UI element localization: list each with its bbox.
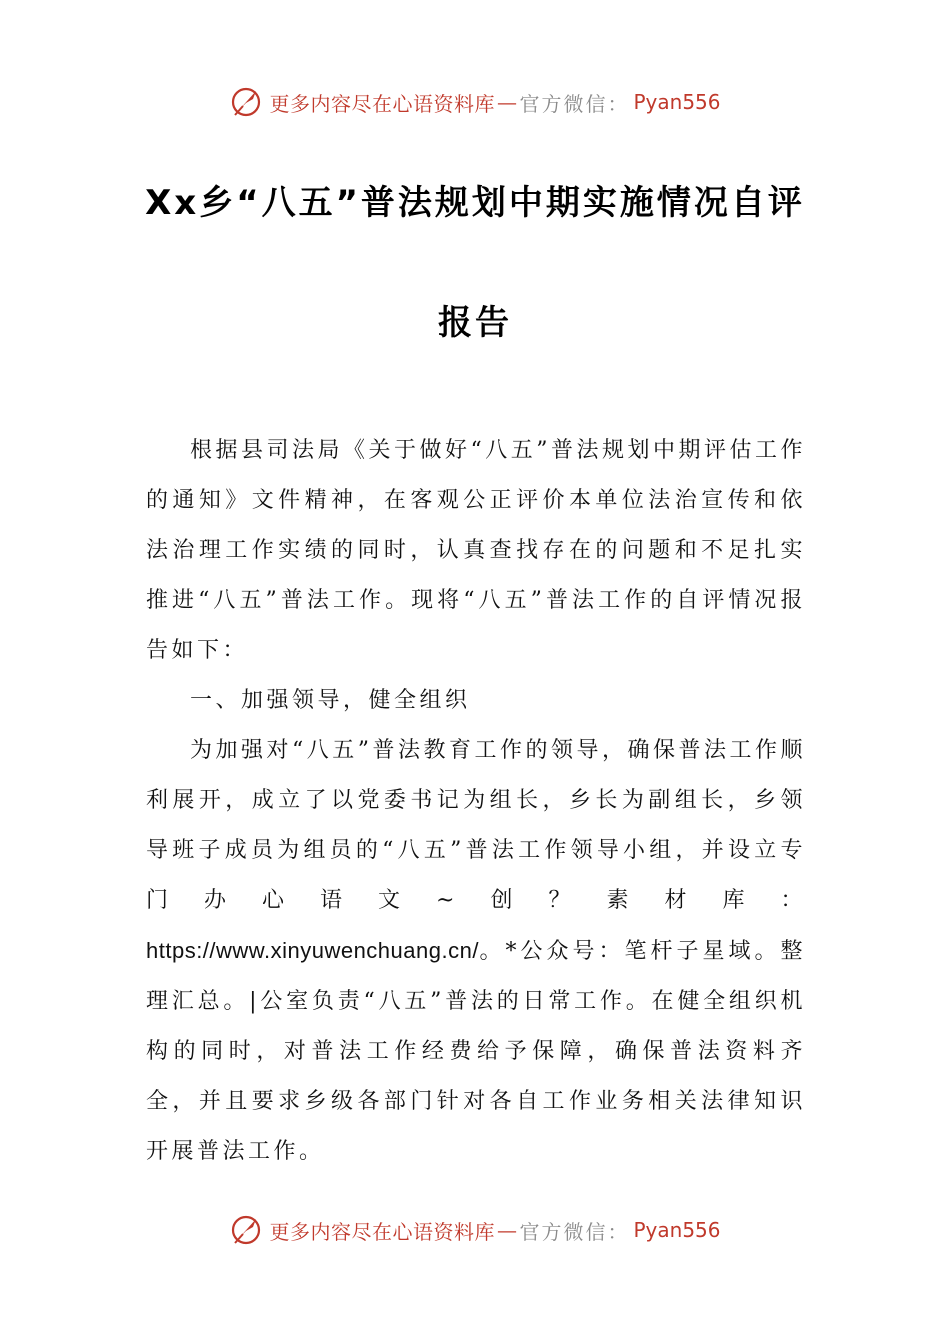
wechat-id: Pyan556 [633, 1218, 721, 1242]
document-title-line1: Xx乡“八五”普法规划中期实施情况自评 [145, 183, 805, 223]
banner-dash: — [496, 90, 518, 114]
banner-label: 官方微信： [519, 91, 630, 116]
banner-text: 更多内容尽在心语资料库 [269, 91, 495, 116]
document-title-line2: 报告 [438, 303, 512, 343]
wechat-id: Pyan556 [633, 90, 721, 114]
section-heading: 一、加强领导，健全组织 [190, 688, 471, 713]
section-paragraph [146, 726, 806, 1177]
document-body [146, 426, 806, 1177]
banner-text: 更多内容尽在心语资料库 [269, 1219, 495, 1244]
banner-dash: — [496, 1218, 518, 1242]
section-paragraph-part1: 为加强对“八五”普法教育工作的领导，确保普法工作顺利展开，成立了以党委书记为组长，乡长为副组长，乡领导班子成员为组员的“八五”普法工作领导小组，并设立专门办心语文~创？素材库： [146, 738, 806, 913]
intro-paragraph: 根据县司法局《关于做好“八五”普法规划中期评估工作的通知》文件精神，在客观公正评价本单位法治宣传和依法治理工作实绩的同时，认真查找存在的问题和不足扎实推进“八五”普法工作。现将“八五”普法工作的自评情况报告如下： [146, 438, 806, 663]
quill-logo-icon [229, 1213, 263, 1247]
header-banner [0, 82, 950, 122]
section-paragraph-part2: 。*公众号：笔杆子星域。整理汇总。|公室负责“八五”普法的日常工作。在健全组织机构的同时，对普法工作经费给予保障，确保普法资料齐全，并且要求乡级各部门针对各自工作业务相关法律知识开展普法工作。 [146, 939, 806, 1164]
footer-banner [0, 1210, 950, 1250]
banner-label: 官方微信： [519, 1219, 630, 1244]
source-url: https://www.xinyuwenchuang.cn/ [146, 938, 479, 963]
quill-logo-icon [229, 85, 263, 119]
